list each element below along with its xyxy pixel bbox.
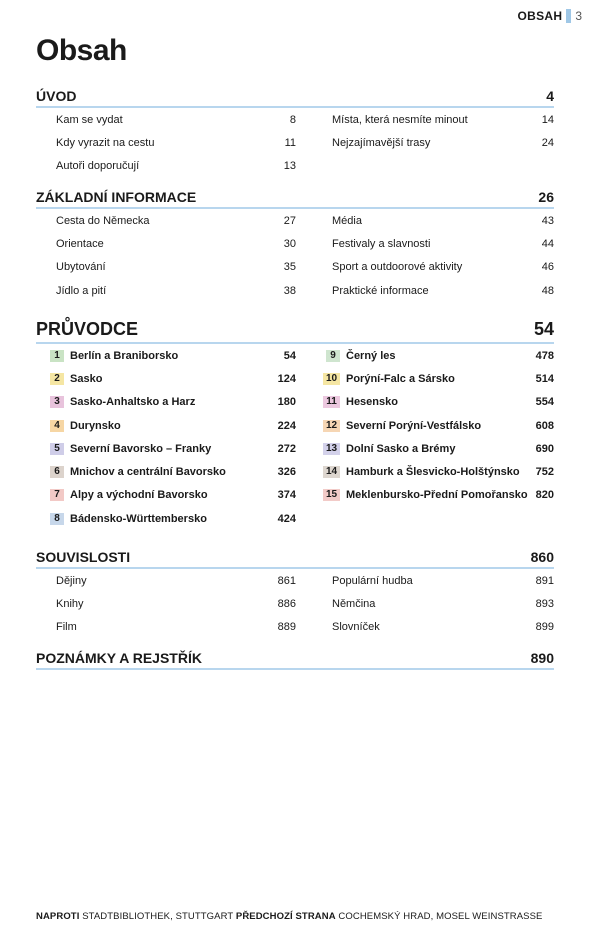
footer-text-previous: COCHEMSKÝ HRAD, MOSEL WEINSTRASSE [338,911,543,922]
toc-entry-page: 374 [277,489,296,502]
toc-entry-page: 899 [535,621,554,634]
toc-entry-page: 608 [535,419,554,432]
toc-entry-main [56,261,106,273]
toc-entry[interactable] [56,232,296,255]
toc-entry[interactable] [325,414,554,437]
toc-entry-label: Mnichov a centrální Bavorsko [70,466,226,479]
section-page: 890 [530,650,554,666]
toc-entry-label: Sasko-Anhaltsko a Harz [70,396,196,409]
toc-entry-page: 554 [535,396,554,409]
toc-entry-label: Populární hudba [332,574,413,587]
region-number-badge: 4 [50,420,64,432]
toc-entry-main [332,114,468,126]
toc-entry-page: 11 [284,136,296,149]
section-poznamky-a-rejstrik [36,646,554,670]
toc-entry-page: 886 [277,597,296,610]
toc-entry-label: Severní Porýní-Vestfálsko [346,419,482,432]
toc-entry-page: 224 [277,419,296,432]
toc-entry-main [325,489,528,502]
toc-entry-page: 8 [289,113,296,126]
toc-entry-page: 13 [283,160,296,173]
toc-entry-main [332,238,430,250]
toc-entry[interactable] [325,484,554,507]
toc-entry-page: 180 [277,396,296,409]
toc-entry-label: Orientace [56,237,104,250]
toc-entry-main [326,396,398,409]
toc-entry-page: 14 [541,113,554,126]
toc-entry-main [56,466,226,478]
toc-entry-main [56,598,84,610]
toc-entry-label: Kam se vydat [56,113,123,126]
toc-entry-page: 889 [277,621,296,634]
toc-entry-page: 514 [535,372,554,385]
toc-entry-main [56,160,139,172]
toc-entry-page: 30 [283,237,296,250]
toc-entry-label: Autoři doporučují [56,160,140,173]
section-heading[interactable] [36,84,554,104]
toc-entry-label: Jídlo a pití [56,284,107,297]
toc-entry-page: 326 [277,466,296,479]
toc-entry-label: Média [332,214,362,227]
toc-entry-main [332,598,375,610]
region-number-badge: 15 [323,489,340,501]
toc-entry-label: Porýní-Falc a Sársko [346,372,455,385]
toc-column-left [56,209,296,302]
section-heading[interactable] [36,316,554,340]
toc-entry-main [56,443,211,455]
toc-entry-label: Místa, která nesmíte minout [332,113,468,126]
toc-entry[interactable] [326,391,554,414]
toc-entry-main [332,350,396,362]
section-title: ZÁKLADNÍ INFORMACE [36,189,197,205]
toc-entry-label: Dějiny [56,574,87,587]
region-number-badge: 13 [323,443,340,455]
region-number-badge: 3 [50,396,64,408]
section-pruvodce [36,316,554,530]
toc-entry-page: 35 [283,261,296,274]
toc-entry[interactable] [56,437,296,460]
toc-entry-label: Praktické informace [332,284,429,297]
toc-entry-label: Alpy a východní Bavorsko [70,489,208,502]
section-title: SOUVISLOSTI [36,549,131,565]
region-number-badge: 1 [50,350,64,362]
toc-entry-page: 43 [541,214,554,227]
page-number: 3 [575,9,582,23]
toc-entry-main [56,513,207,525]
toc-entry-page: 48 [541,284,554,297]
toc-entry-page: 861 [277,574,296,587]
toc-entry-label: Berlín a Braniborsko [70,349,179,362]
region-number-badge: 9 [326,350,340,362]
region-number-badge: 10 [323,373,340,385]
toc-entry[interactable] [56,279,296,302]
toc-entry-main [56,285,106,297]
toc-entry-main [332,215,362,227]
region-number-badge: 6 [50,466,64,478]
toc-entry-page: 24 [541,136,554,149]
toc-entry-label: Hamburk a Šlesvicko-Holštýnsko [346,466,520,479]
toc-entry-page: 124 [277,372,296,385]
toc-entry[interactable] [56,131,296,154]
toc-entry[interactable] [56,344,296,367]
toc-entry-page: 44 [541,237,554,250]
toc-entry-label: Kdy vyrazit na cestu [56,136,155,149]
footer-text-opposite: STADTBIBLIOTHEK, STUTTGART [82,911,234,922]
toc-column-right [325,344,554,530]
section-page: 54 [533,319,554,339]
page-title: Obsah [36,34,127,67]
toc-column-right [332,108,554,178]
region-number-badge: 11 [323,396,340,408]
toc-entry-label: Cesta do Německa [56,214,150,227]
toc-entry-main [325,442,456,455]
toc-entry-main [56,215,150,227]
photo-credits-footer [36,911,542,922]
toc-entry[interactable] [56,391,296,414]
toc-entry-label: Sport a outdoorové aktivity [332,261,463,274]
region-number-badge: 7 [50,489,64,501]
section-heading[interactable] [36,646,554,666]
toc-entry-label: Hesensko [346,396,398,409]
toc-entry-page: 54 [283,349,296,362]
section-heading[interactable] [36,185,554,205]
toc-entry[interactable] [56,592,296,615]
toc-entry-main [56,575,87,587]
section-souvislosti [36,545,554,639]
toc-entry-main [325,466,520,479]
toc-entry[interactable] [56,209,296,232]
region-number-badge: 8 [50,513,64,525]
toc-entry-label: Knihy [56,597,84,610]
contents-page [36,0,582,934]
footer-label-opposite: NAPROTI [36,911,80,922]
toc-entry-label: Sasko [70,372,103,385]
toc-entry-main [56,238,104,250]
toc-entry[interactable] [56,108,296,131]
running-head-bar [566,9,571,23]
running-title: OBSAH [517,9,563,23]
toc-entry[interactable] [332,256,554,279]
toc-entry-label: Ubytování [56,261,106,274]
toc-entry[interactable] [332,131,554,154]
toc-entry-main [56,114,123,126]
toc-entry-label: Severní Bavorsko – Franky [70,442,212,455]
region-number-badge: 2 [50,373,64,385]
toc-entry[interactable] [332,108,554,131]
toc-entry[interactable] [332,344,554,367]
toc-entry-label: Bádensko-Württembersko [70,512,207,525]
toc-entry-main [332,621,380,633]
section-page: 860 [530,549,554,565]
section-rule [36,668,554,670]
toc-entry[interactable] [56,569,296,592]
toc-entry-label: Černý les [346,349,396,362]
section-zakladni-informace [36,185,554,302]
toc-entry-main [56,621,77,633]
toc-entry[interactable] [332,569,554,592]
toc-column-left [56,108,296,178]
running-head [517,8,582,24]
toc-entry-main [332,285,429,297]
toc-column-left [56,344,296,530]
toc-entry-main [325,372,455,385]
toc-entry[interactable] [332,279,554,302]
section-heading[interactable] [36,545,554,565]
toc-column-right [332,569,554,639]
toc-entry-label: Slovníček [332,621,380,634]
toc-entry-page: 690 [535,442,554,455]
toc-entry-page: 27 [283,214,296,227]
toc-entry[interactable] [56,484,296,507]
toc-entry[interactable] [56,507,296,530]
section-uvod [36,84,554,178]
toc-entry[interactable] [56,155,296,178]
toc-entry-page: 820 [535,489,554,502]
toc-entry-label: Festivaly a slavnosti [332,237,431,250]
region-number-badge: 12 [323,420,340,432]
toc-entry[interactable] [332,592,554,615]
footer-label-previous: PŘEDCHOZÍ STRANA [235,911,336,922]
toc-entry[interactable] [56,460,296,483]
toc-column-right [332,209,554,302]
toc-entry-label: Film [56,621,77,634]
toc-entry[interactable] [332,616,554,639]
section-page: 4 [546,88,554,104]
toc-entry-label: Meklenbursko-Přední Pomořansko [346,489,528,502]
toc-entry-label: Němčina [332,597,376,610]
toc-entry[interactable] [332,232,554,255]
region-number-badge: 14 [323,466,340,478]
toc-entry-page: 478 [535,349,554,362]
toc-entry-main [56,137,154,149]
toc-entry-main [56,396,195,408]
toc-entry[interactable] [325,460,554,483]
section-title: PRŮVODCE [36,319,139,339]
toc-entry-main [56,373,102,385]
toc-entry-page: 891 [535,574,554,587]
toc-entry[interactable] [56,256,296,279]
toc-entry-page: 272 [277,442,296,455]
toc-entry-label: Nejzajímavější trasy [332,136,431,149]
toc-entry-page: 893 [535,597,554,610]
toc-entry[interactable] [325,367,554,390]
toc-column-left [56,569,296,639]
toc-entry-page: 424 [277,512,296,525]
toc-entry-page: 752 [535,466,554,479]
section-page: 26 [538,189,554,205]
toc-entry-page: 46 [541,261,554,274]
toc-entry-main [56,350,178,362]
toc-entry-main [325,419,482,432]
region-number-badge: 5 [50,443,64,455]
toc-entry-page: 38 [283,284,296,297]
toc-entry[interactable] [325,437,554,460]
toc-entry-main [332,137,430,149]
toc-entry-main [332,261,462,273]
toc-entry-main [56,420,121,432]
toc-entry-main [332,575,413,587]
toc-entry[interactable] [332,209,554,232]
section-title: ÚVOD [36,88,77,104]
toc-entry-label: Durynsko [70,419,121,432]
toc-entry[interactable] [56,616,296,639]
section-title: POZNÁMKY A REJSTŘÍK [36,650,202,666]
toc-entry-label: Dolní Sasko a Brémy [346,442,456,455]
toc-entry-main [56,489,208,501]
toc-entry[interactable] [56,414,296,437]
toc-entry[interactable] [56,367,296,390]
